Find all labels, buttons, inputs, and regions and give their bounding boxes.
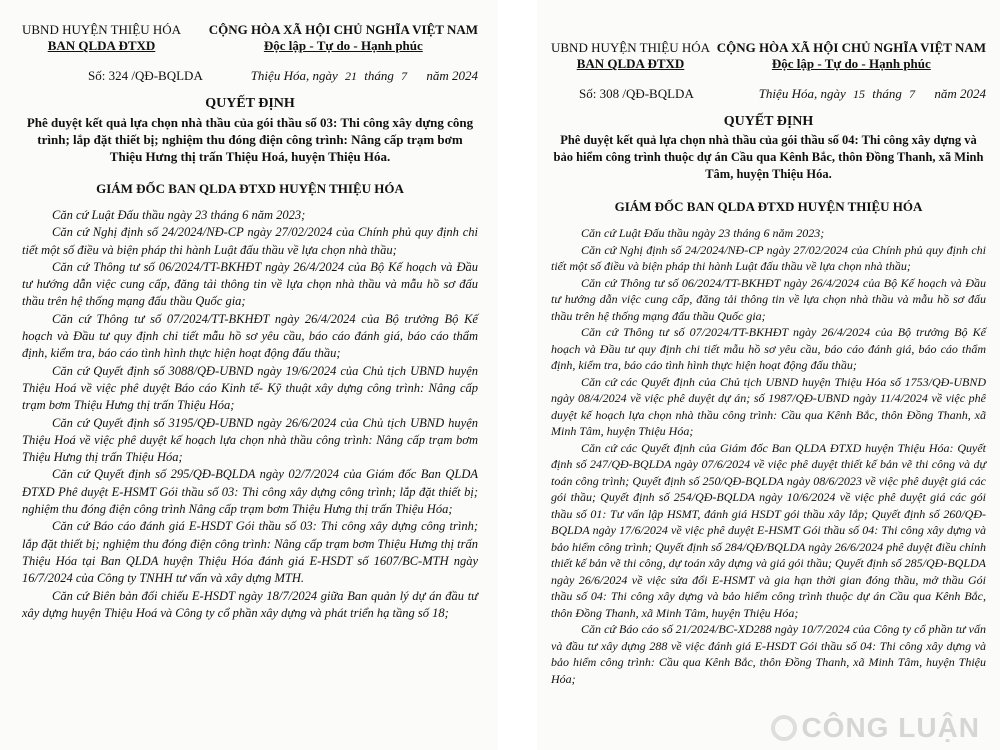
document-title: QUYẾT ĐỊNH xyxy=(723,114,814,129)
date-prefix: Thiệu Hóa, ngày xyxy=(758,86,846,101)
date-month: 7 xyxy=(401,69,408,83)
date-suffix: năm 2024 xyxy=(426,68,478,83)
date-prefix: Thiệu Hóa, ngày xyxy=(250,68,338,83)
legal-basis-paragraph: Căn cứ Quyết định số 3195/QĐ-UBND ngày 26/6/2024 của Chủ tịch UBND huyện Thiệu Hoá về việc phê duyệt kế hoạch lựa chọn nhà thầu công trình: Nâng cấp trạm bơm Thiệu Hưng thị trấn Thiệu Hóa; xyxy=(22,415,478,465)
document-date xyxy=(759,86,986,102)
document-title: QUYẾT ĐỊNH xyxy=(205,96,295,111)
nation-name: CỘNG HÒA XÃ HỘI CHỦ NGHĨA VIỆT NAM xyxy=(716,40,986,55)
document-header xyxy=(22,22,478,54)
agency-top: UBND HUYỆN THIỆU HÓA xyxy=(551,40,710,55)
legal-basis-list xyxy=(22,207,478,622)
authority-heading: GIÁM ĐỐC BAN QLDA ĐTXD HUYỆN THIỆU HÓA xyxy=(614,199,923,214)
national-heading xyxy=(717,40,986,72)
document-subject: Phê duyệt kết quả lựa chọn nhà thầu của gói thầu số 03: Thi công xây dựng công trình; lắp đặt thiết bị; nghiệm thu đóng điện công trình: Nâng cấp trạm bơm Thiệu Hưng thị trấn Thiệu Hoá, huyện Thiệu Hóa. xyxy=(26,115,474,164)
legal-basis-paragraph: Căn cứ Báo cáo số 21/2024/BC-XD288 ngày 10/7/2024 của Công ty cổ phần tư vấn và đầu tư xây dựng 288 về việc đánh giá E-HSDT Gói thầu số 04: Thi công xây dựng và bảo hiểm công trình: Cầu qua Kênh Bắc, thôn Đồng Thanh, xã Minh Tâm, huyện Thiệu Hóa; xyxy=(551,622,986,686)
nation-name: CỘNG HÒA XÃ HỘI CHỦ NGHĨA VIỆT NAM xyxy=(208,22,478,37)
legal-basis-paragraph: Căn cứ Luật Đấu thầu ngày 23 tháng 6 năm 2023; xyxy=(52,208,306,222)
legal-basis-paragraph: Căn cứ Báo cáo đánh giá E-HSDT Gói thầu số 03: Thi công xây dựng công trình; lắp đặt thiết bị; nghiệm thu đóng điện công trình: Nâng cấp trạm bơm Thiệu Hưng thị trấn Thiệu Hóa tại Ban QLDA huyện Thiệu Hóa đánh giá E-HSDT số 1607/BC-MTH ngày 16/7/2024 của Công ty TNHH tư vấn và xây dựng MTH. xyxy=(22,519,478,586)
date-mid: tháng xyxy=(364,68,394,83)
watermark-ring-icon xyxy=(771,715,797,741)
agency-unit: BAN QLDA ĐTXD xyxy=(576,56,685,71)
legal-basis-paragraph: Căn cứ Luật Đấu thầu ngày 23 tháng 6 năm 2023; xyxy=(581,226,825,240)
motto: Độc lập - Tự do - Hạnh phúc xyxy=(771,56,931,71)
document-meta xyxy=(551,86,986,102)
date-day: 21 xyxy=(344,69,357,83)
legal-basis-list xyxy=(551,225,986,687)
legal-basis-paragraph: Căn cứ Biên bản đối chiếu E-HSDT ngày 18/7/2024 giữa Ban quản lý dự án đầu tư xây dựng huyện Thiệu Hoá và Công ty cổ phần xây dựng và phát triển hạ tầng số 18; xyxy=(22,588,478,620)
document-date xyxy=(251,68,478,84)
issuing-agency xyxy=(22,22,181,54)
document-subject: Phê duyệt kết quả lựa chọn nhà thầu của gói thầu số 04: Thi công xây dựng và bảo hiểm công trình thuộc dự án Cầu qua Kênh Bắc, thôn Đồng Thanh, xã Minh Tâm, huyện Thiệu Hóa. xyxy=(553,133,984,181)
national-heading xyxy=(209,22,478,54)
authority-heading: GIÁM ĐỐC BAN QLDA ĐTXD HUYỆN THIỆU HÓA xyxy=(96,181,404,196)
document-right xyxy=(537,0,1000,750)
legal-basis-paragraph: Căn cứ các Quyết định của Giám đốc Ban QLDA ĐTXD huyện Thiệu Hóa: Quyết định số 247/QĐ-BQLDA ngày 07/6/2024 về việc phê duyệt thiết kế bản vẽ thi công và dự toán công trình; Quyết định số 250/QĐ-BQLDA ngày 08/6/2023 về việc phê duyệt giá các gói thầu; Quyết định số 254/QĐ-BQLDA ngày 10/6/2024 về việc phê duyệt giá các gói thầu số 01: Tư vấn lập HSMT, đánh giá HSDT gói thầu xây lắp; Quyết định số 260/QĐ-BQLDA ngày 17/6/2024 về việc phê duyệt E-HSMT Gói thầu số 04: Thi công xây dựng và bảo hiểm công trình; Quyết định số 284/QĐ/BQLDA ngày 26/6/2024 phê duyệt điều chỉnh thiết kế bản vẽ thi công, dự toán xây dựng và giá gói thầu; Quyết định số 285/QĐ-BQLDA ngày 26/6/2024 về việc sửa đổi E-HSMT và gia hạn thời gian đóng thầu, mở thầu Gói thầu số 04: Thi công xây dựng và bảo hiểm công trình thuộc dự án Cầu qua Kênh Bắc, thôn Đồng Thanh, xã Minh Tâm, huyện Thiệu Hóa; xyxy=(551,440,987,620)
date-day: 15 xyxy=(852,87,865,101)
agency-unit: BAN QLDA ĐTXD xyxy=(47,38,156,53)
document-left xyxy=(0,0,498,750)
legal-basis-paragraph: Căn cứ Thông tư số 07/2024/TT-BKHĐT ngày 26/4/2024 của Bộ trưởng Bộ Kế hoạch và Đầu tư quy định chi tiết mẫu hồ sơ yêu cầu, báo cáo đánh giá, báo cáo thẩm định, kiểm tra, báo cáo tình hình thực hiện hoạt động đấu thầu; xyxy=(22,311,478,361)
page-gap xyxy=(498,0,537,750)
motto: Độc lập - Tự do - Hạnh phúc xyxy=(263,38,423,53)
watermark-text: CÔNG LUẬN xyxy=(801,712,980,743)
document-number: Số: 308 /QĐ-BQLDA xyxy=(579,86,694,101)
document-header xyxy=(551,40,986,72)
agency-top: UBND HUYỆN THIỆU HÓA xyxy=(22,22,181,37)
legal-basis-paragraph: Căn cứ Nghị định số 24/2024/NĐ-CP ngày 27/02/2024 của Chính phủ quy định chi tiết một số điều và biện pháp thi hành Luật đấu thầu về lựa chọn nhà thầu; xyxy=(551,242,986,273)
document-number: Số: 324 /QĐ-BQLDA xyxy=(88,68,203,83)
legal-basis-paragraph: Căn cứ Quyết định số 3088/QĐ-UBND ngày 19/6/2024 của Chủ tịch UBND huyện Thiệu Hoá về việc phê duyệt Báo cáo Kinh tế- Kỹ thuật xây dựng công trình: Nâng cấp trạm bơm Thiệu Hưng thị trấn Thiệu Hóa; xyxy=(22,363,478,413)
legal-basis-paragraph: Căn cứ Thông tư số 06/2024/TT-BKHĐT ngày 26/4/2024 của Bộ Kế hoạch và Đầu tư hướng dẫn việc cung cấp, đăng tải thông tin về lựa chọn nhà thầu và mẫu hồ sơ đấu thầu trên hệ thống mạng đấu thầu Quốc gia; xyxy=(22,259,478,309)
issuing-agency xyxy=(551,40,710,72)
legal-basis-paragraph: Căn cứ Nghị định số 24/2024/NĐ-CP ngày 27/02/2024 của Chính phủ quy định chi tiết một số điều và biện pháp thi hành Luật đấu thầu về lựa chọn nhà thầu; xyxy=(22,225,478,257)
legal-basis-paragraph: Căn cứ Thông tư số 07/2024/TT-BKHĐT ngày 26/4/2024 của Bộ trưởng Bộ Kế hoạch và Đầu tư quy định chi tiết mẫu hồ sơ yêu cầu, báo cáo đánh giá, báo cáo thẩm định, kiểm tra, báo cáo tình hình thực hiện hoạt động đấu thầu; xyxy=(551,325,986,372)
document-meta xyxy=(22,68,478,84)
date-suffix: năm 2024 xyxy=(934,86,986,101)
date-month: 7 xyxy=(909,87,916,101)
date-mid: tháng xyxy=(872,86,902,101)
legal-basis-paragraph: Căn cứ Thông tư số 06/2024/TT-BKHĐT ngày 26/4/2024 của Bộ Kế hoạch và Đầu tư hướng dẫn việc cung cấp, đăng tải thông tin về lựa chọn nhà thầu và mẫu hồ sơ đấu thầu trên hệ thống mạng đấu thầu Quốc gia; xyxy=(551,275,986,323)
watermark-logo xyxy=(771,712,980,744)
legal-basis-paragraph: Căn cứ các Quyết định của Chủ tịch UBND huyện Thiệu Hóa số 1753/QĐ-UBND ngày 08/4/2024 về việc phê duyệt dự án; số 1987/QĐ-UBND ngày 11/4/2024 về việc phê duyệt kế hoạch lựa chọn nhà thầu công trình: Cầu qua Kênh Bắc, thôn Đồng Thanh, xã Minh Tâm, huyện Thiệu Hóa; xyxy=(551,374,986,438)
legal-basis-paragraph: Căn cứ Quyết định số 295/QĐ-BQLDA ngày 02/7/2024 của Giám đốc Ban QLDA ĐTXD Phê duyệt E-HSMT Gói thầu số 03: Thi công xây dựng công trình; lắp đặt thiết bị; nghiệm thu đóng điện công trình Nâng cấp trạm bơm Thiệu Hưng thị trấn Thiệu Hóa; xyxy=(22,467,478,517)
